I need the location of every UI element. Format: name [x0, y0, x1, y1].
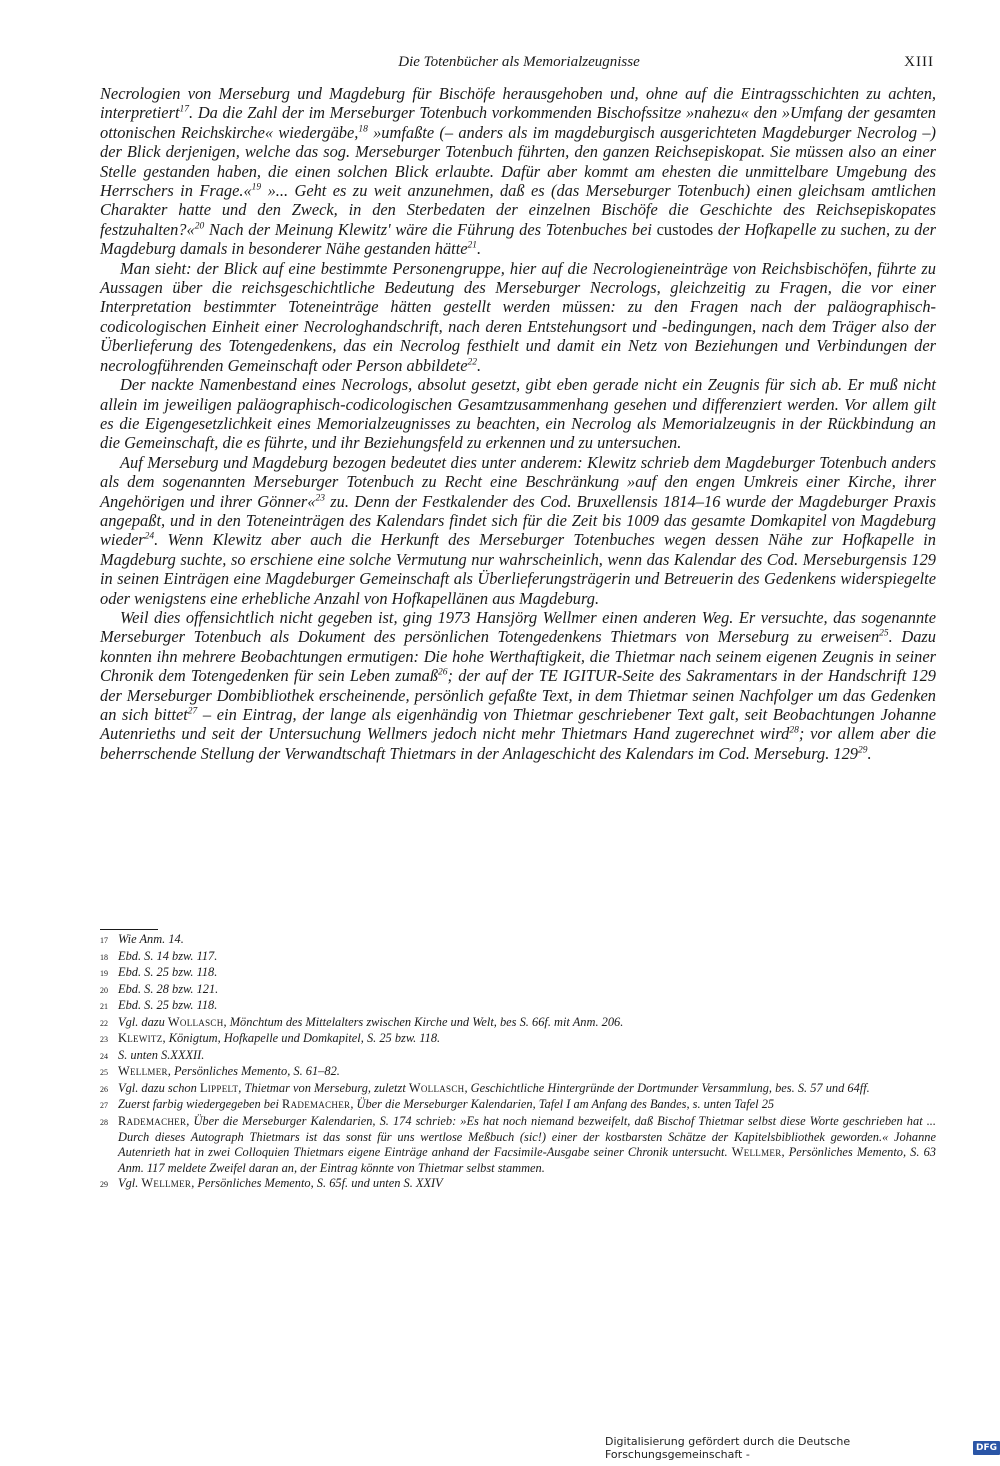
footnote-ref-17[interactable]: 17 — [179, 104, 190, 115]
footnote-number: 22 — [100, 1018, 108, 1028]
footnote-ref-23[interactable]: 23 — [315, 493, 325, 504]
footnote-number: 28 — [100, 1118, 108, 1128]
footnote-number: 23 — [100, 1035, 108, 1045]
footnote: 29 Vgl. Wellmer, Persönliches Memento, S. 65f. und unten S. XXIV — [100, 1176, 936, 1193]
paragraph-3: Der nackte Namenbestand eines Necrologs, absolut gesetzt, gibt eben gerade nicht ein Zeugnis für sich ab. Er muß nicht allein im jeweiligen paläographisch-codicologischen Gesamtzusammenhang gesehen und differenziert werden. Vor allem gilt es die Eigengesetzlichkeit eines Memorialzeugnisses zu beachten, ein Necrolog als Memorialzeugnis in der Rückbindung an die Gemeinschaft, die es führte, und ihr Beziehungsfeld zu erkennen und zu untersuchen. — [100, 375, 936, 453]
author-name: Rademacher — [282, 1097, 351, 1112]
author-name: Lippelt — [199, 1080, 239, 1095]
footnote: 23 Klewitz, Königtum, Hofkapelle und Domkapitel, S. 25 bzw. 118. — [100, 1031, 936, 1048]
footnote: 24 S. unten S.XXXII. — [100, 1048, 936, 1065]
author-name: Rademacher — [118, 1114, 187, 1129]
footnote-ref-21[interactable]: 21 — [467, 240, 478, 251]
paragraph-5: Weil dies offensichtlich nicht gegeben ist, ging 1973 Hansjörg Wellmer einen anderen Weg. Er versuchte, das sogenannte Merseburger Totenbuch als Dokument des persönlichen Totengedenkens Thietmars von Merseburg zu erweisen$^{25}$. Dazu konnten ihn mehrere Beobachtungen ermutigen: Die hohe Werthaftigkeit, die Thietmar nach seinem eigenen Zeugnis in seiner Chronik dem Totengedenken für sein Leben zumaß$^{26}$; der auf der TE IGITUR-Seite des Sakramentars in der Handschrift 129 der Merseburger Dombibliothek erscheinende, persönlich gefaßte Text, in dem Thietmar seinen Nachfolger um das Gedenken an sich bittet$^{27}$ – ein Eintrag, der lange als eigenhändig von Thietmar geschriebener Text galt, seit Beobachtungen Johanne Autenrieths und seit der Untersuchung Wellmers jedoch nicht mehr Thietmars Hand zugerechnet wird$^{28}$; vor allem aber die beherrschende Stellung der Verwandtschaft Thietmars in der Anlageschicht des Kalendars im Cod. Merseburg. $129^{29}$. — [100, 607, 936, 763]
footnote-ref-27[interactable]: 27 — [187, 706, 198, 717]
footnote: 20 Ebd. S. 28 bzw. 121. — [100, 982, 936, 999]
footnote-number: 29 — [100, 1180, 108, 1190]
footnote-number: 21 — [100, 1002, 108, 1012]
footnote-ref-28[interactable]: 28 — [789, 725, 799, 736]
paragraph-4: Auf Merseburg und Magdeburg bezogen bedeutet dies unter anderem: Klewitz schrieb dem Magdeburger Totenbuch anders als dem sogenannten Merseburger Totenbuch zu Recht eine Beschränkung »auf den engen Umkreis einer Kirche, ihrer Angehörigen und ihrer Gönner«$^{23}$ zu. Denn der Festkalender des Cod. Bruxellensis 1814–16 wurde der Magdeburger Praxis angepaßt, und in den Toteneinträgen des Kalendars findet sich für die Zeit bis 1009 das gesamte Domkapitel von Magdeburg wieder$^{24}$. Wenn Klewitz aber auch die Herkunft des Merseburger Totenbuches wegen dessen Nähe zur Hofkapelle in Magdeburg suchte, so erschiene eine solche Vermutung nur wahrscheinlich, wenn das Kalendar des Cod. Merseburgensis 129 in seinen Einträgen eine Magdeburger Gemeinschaft als Überlieferungsträgerin und Betreuerin des Gedenkens widerspiegelte oder wenigstens eine erhebliche Anzahl von Hofkapellänen aus Magdeburg. — [100, 452, 936, 608]
footnote-number: 25 — [100, 1068, 108, 1078]
running-header — [100, 50, 938, 76]
author-name: Wollasch — [167, 1014, 224, 1029]
author-name: Wellmer — [118, 1064, 168, 1079]
footnote-number: 20 — [100, 985, 108, 995]
author-name: Wellmer — [141, 1176, 192, 1191]
footnote-ref-22[interactable]: 22 — [467, 357, 477, 368]
credit-text: Digitalisierung gefördert durch die Deutsche Forschungsgemeinschaft - — [605, 1435, 851, 1461]
page-number: XIII — [904, 54, 934, 70]
paragraph-2: Man sieht: der Blick auf eine bestimmte Personengruppe, hier auf die Necrologieneinträge von Reichsbischöfen, führte zu Aussagen über die reichsgeschichtliche Bedeutung des Merseburger Necrologs, gleichzeitig zu Fragen, die vor einer Interpretation bestimmter Toteneinträge hätten gestellt werden müssen: zu den Fragen nach der paläographisch-codicologischen Einheit einer Necrologhandschrift, nach deren Entstehungsort und -bedingungen, nach dem Träger also der Überlieferung des Totengedenkens, das ein Necrolog festhielt und damit ein Netz von Beziehungen und Verbindungen der necrologführenden Gemeinschaft oder Person abbildete$^{22}$. — [100, 258, 936, 375]
footnote-ref-26[interactable]: 26 — [438, 667, 448, 678]
footnotes — [100, 932, 936, 1193]
author-name: Wellmer — [731, 1145, 782, 1160]
footnote-number: 17 — [100, 936, 108, 945]
footnote: 17 Wie Anm. 14. — [100, 932, 936, 949]
footnote: 25 Wellmer, Persönliches Memento, S. 61–82. — [100, 1064, 936, 1081]
running-title: Die Totenbücher als Memorialzeugnisse — [398, 54, 640, 70]
footnote-ref-25[interactable]: 25 — [879, 628, 889, 639]
custodes-term: custodes — [656, 219, 714, 239]
author-name: Wollasch — [408, 1080, 465, 1095]
footnote-number: 19 — [100, 969, 108, 979]
footnote-divider — [100, 929, 158, 930]
footnote-number: 27 — [100, 1101, 108, 1111]
footnote-ref-29[interactable]: 29 — [858, 745, 868, 756]
footnote: 28 Rademacher, Über die Merseburger Kalendarien, S. 174 schrieb: »Es hat noch niemand bezweifelt, daß Bischof Thietmar selbst diese Worte geschrieben hat ... Durch dieses Autograph Thietmars ist das sonst für uns wertlose Meßbuch (sic!) einer der kostbarsten Schätze der Kapitelsbibliothek geworden.« Johanne Autenrieth hat in zwei Colloquien Thietmars eigene Einträge anhand der Facsimile-Ausgabe seiner Chronik untersucht. Wellmer, Persönliches Memento, S. 63 Anm. 117 meldete Zweifel daran an, der Eintrag könnte von Thietmar selbst stammen. — [100, 1114, 936, 1175]
footnote-ref-18[interactable]: 18 — [358, 124, 368, 135]
footnote: 22 Vgl. dazu Wollasch, Mönchtum des Mittelalters zwischen Kirche und Welt, bes S. 66f. mit Anm. 206. — [100, 1015, 936, 1032]
footnote-ref-19[interactable]: 19 — [251, 182, 262, 193]
footnote-ref-20[interactable]: 20 — [194, 221, 205, 232]
main-text — [100, 84, 936, 763]
dfg-logo: DFG — [973, 1441, 1000, 1455]
footnote: 26 Vgl. dazu schon Lippelt, Thietmar von Merseburg, zuletzt Wollasch, Geschichtliche Hintergründe der Dortmunder Versammlung, bes. S. 57 und 64ff. — [100, 1081, 936, 1098]
author-name: Klewitz — [118, 1031, 163, 1046]
digitization-credit — [605, 1435, 1000, 1461]
footnote-number: 24 — [100, 1051, 108, 1061]
footnote: 21 Ebd. S. 25 bzw. 118. — [100, 998, 936, 1015]
footnote-number: 18 — [100, 952, 108, 962]
footnote: 19 Ebd. S. 25 bzw. 118. — [100, 965, 936, 982]
footnote-number: 26 — [100, 1084, 108, 1094]
footnote: 18 Ebd. S. 14 bzw. 117. — [100, 949, 936, 966]
footnote-ref-24[interactable]: 24 — [144, 531, 155, 542]
paragraph-1: Necrologien von Merseburg und Magdeburg für Bischöfe herausgehoben und, ohne auf die Eintragsschichten zu achten, interpretiert$^{17}$. Da die Zahl der im Merseburger Totenbuch vorkommenden Bischofssitze »nahezu« den »Umfang der gesamten ottonischen Reichskirche« wiedergäbe,$^{18}$ »umfaßte (– anders als im magdeburgisch ausgerichteten Magdeburger Necrolog –) der Blick derjenigen, welche das sog. Merseburger Totenbuch führten, den ganzen Reichsepiskopat. Sie müssen also an einer Stelle gestanden haben, die einen solchen Blick erlaubte. Dafür aber kommt am ehesten die unmittelbare Umgebung des Herrschers in Frage.«$^{19}$ »... Geht es zu weit anzunehmen, daß es (das Merseburger Totenbuch) einen gleichsam amtlichen Charakter hatte und den Zweck, in den Sterbedaten der einzelnen Bischöfe die Geschichte des Reichsepiskopates festzuhalten?«$^{20}$ Nach der Meinung Klewitz' wäre die Führung des Totenbuches bei custodes der Hofkapelle zu suchen, zu der Magdeburg damals in besonderer Nähe gestanden hätte$^{21}$. — [100, 84, 936, 259]
footnote: 27 Zuerst farbig wiedergegeben bei Rademacher, Über die Merseburger Kalendarien, Tafel I am Anfang des Bandes, s. unten Tafel 25 — [100, 1097, 936, 1114]
